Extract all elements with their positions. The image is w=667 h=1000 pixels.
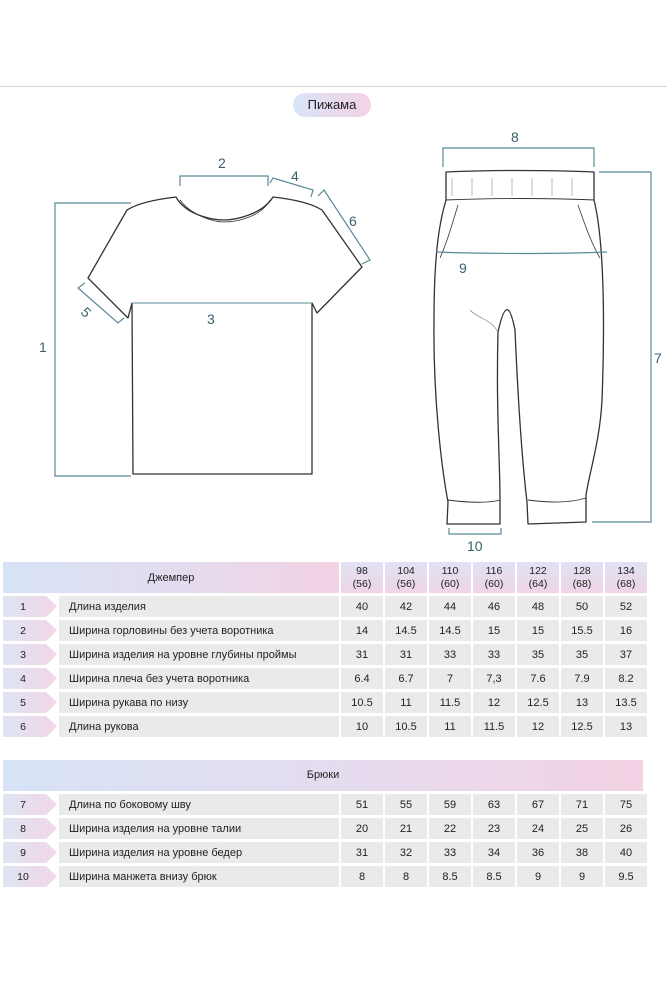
measurement-value: 10.5 <box>341 692 383 713</box>
measurement-value: 16 <box>605 620 647 641</box>
measurement-value: 31 <box>341 644 383 665</box>
measurement-value: 38 <box>561 842 603 863</box>
jumper-header-row <box>3 562 647 593</box>
measurement-value: 35 <box>561 644 603 665</box>
measurement-value: 12 <box>517 716 559 737</box>
measurement-label: Длина по боковому шву <box>59 794 339 815</box>
measurement-value: 9 <box>517 866 559 887</box>
row-number-text: 10 <box>17 870 29 883</box>
measurement-value: 71 <box>561 794 603 815</box>
measurement-value: 8.2 <box>605 668 647 689</box>
jumper-row <box>3 692 647 713</box>
measurement-label: Длина изделия <box>59 596 339 617</box>
measurement-value: 7,3 <box>473 668 515 689</box>
row-number-arrow <box>3 596 57 617</box>
measurement-value: 55 <box>385 794 427 815</box>
measurement-value: 35 <box>517 644 559 665</box>
pants-row <box>3 842 647 863</box>
measurement-value: 26 <box>605 818 647 839</box>
measurement-value: 22 <box>429 818 471 839</box>
size-col-4: 116 (60) <box>473 562 515 593</box>
measurement-value: 7.9 <box>561 668 603 689</box>
measurement-value: 75 <box>605 794 647 815</box>
measurement-value: 15 <box>473 620 515 641</box>
measurement-value: 37 <box>605 644 647 665</box>
measurement-value: 8.5 <box>473 866 515 887</box>
row-number-arrow <box>3 716 57 737</box>
row-number-arrow <box>3 866 57 887</box>
row-number <box>3 620 57 641</box>
size-col-6: 128 (68) <box>561 562 603 593</box>
measurement-value: 46 <box>473 596 515 617</box>
jumper-row <box>3 644 647 665</box>
dim-label-6: 6 <box>349 213 357 229</box>
measurement-value: 8.5 <box>429 866 471 887</box>
measurement-label: Ширина горловины без учета воротника <box>59 620 339 641</box>
measurement-value: 21 <box>385 818 427 839</box>
pants-row <box>3 794 647 815</box>
tshirt-drawing <box>88 197 362 474</box>
size-col-2: 104 (56) <box>385 562 427 593</box>
dim-label-8: 8 <box>511 129 519 145</box>
measurement-value: 12.5 <box>517 692 559 713</box>
measurement-value: 13 <box>605 716 647 737</box>
measurement-value: 10 <box>341 716 383 737</box>
dim-label-7: 7 <box>654 350 662 366</box>
measurement-value: 14 <box>341 620 383 641</box>
measurement-value: 15.5 <box>561 620 603 641</box>
measurement-value: 10.5 <box>385 716 427 737</box>
measurement-value: 6.7 <box>385 668 427 689</box>
measurement-value: 8 <box>341 866 383 887</box>
row-number <box>3 692 57 713</box>
measurement-value: 67 <box>517 794 559 815</box>
measurement-value: 51 <box>341 794 383 815</box>
measurement-value: 11.5 <box>429 692 471 713</box>
measurement-value: 7.6 <box>517 668 559 689</box>
measurement-label: Длина рукова <box>59 716 339 737</box>
row-number <box>3 596 57 617</box>
dim-label-3: 3 <box>207 311 215 327</box>
row-number-arrow <box>3 644 57 665</box>
measurement-value: 31 <box>385 644 427 665</box>
pants-row <box>3 866 647 887</box>
measurement-value: 12 <box>473 692 515 713</box>
dim-label-2: 2 <box>218 155 226 171</box>
measurement-value: 12.5 <box>561 716 603 737</box>
pants-row <box>3 818 647 839</box>
row-number <box>3 866 57 887</box>
measurement-value: 33 <box>429 644 471 665</box>
row-number-text: 5 <box>20 696 26 709</box>
pants-size-table <box>1 791 649 890</box>
measurement-label: Ширина плеча без учета воротника <box>59 668 339 689</box>
measurement-value: 6.4 <box>341 668 383 689</box>
measurement-label: Ширина манжета внизу брюк <box>59 866 339 887</box>
dim-label-5: 5 <box>77 303 95 321</box>
jumper-title: Джемпер <box>3 562 339 593</box>
jumper-size-table <box>1 559 649 740</box>
measurement-value: 7 <box>429 668 471 689</box>
measurement-value: 33 <box>473 644 515 665</box>
measurement-value: 13 <box>561 692 603 713</box>
measurement-value: 13.5 <box>605 692 647 713</box>
row-number-text: 7 <box>20 798 26 811</box>
row-number-text: 6 <box>20 720 26 733</box>
measurement-label: Ширина рукава по низу <box>59 692 339 713</box>
measurement-value: 23 <box>473 818 515 839</box>
row-number-text: 3 <box>20 648 26 661</box>
jumper-row <box>3 668 647 689</box>
row-number-arrow <box>3 794 57 815</box>
measurement-value: 63 <box>473 794 515 815</box>
measurement-value: 44 <box>429 596 471 617</box>
row-number-text: 8 <box>20 822 26 835</box>
measurement-value: 14.5 <box>429 620 471 641</box>
measurement-value: 40 <box>605 842 647 863</box>
measurement-value: 52 <box>605 596 647 617</box>
dim-label-10: 10 <box>467 538 483 554</box>
row-number-arrow <box>3 842 57 863</box>
pants-drawing <box>434 171 604 525</box>
size-col-3: 110 (60) <box>429 562 471 593</box>
measurement-value: 11 <box>429 716 471 737</box>
measurement-value: 50 <box>561 596 603 617</box>
measurement-label: Ширина изделия на уровне глубины проймы <box>59 644 339 665</box>
measurement-value: 20 <box>341 818 383 839</box>
row-number <box>3 668 57 689</box>
measurement-value: 33 <box>429 842 471 863</box>
measurement-value: 11 <box>385 692 427 713</box>
measurement-value: 25 <box>561 818 603 839</box>
measurement-value: 8 <box>385 866 427 887</box>
measurement-value: 48 <box>517 596 559 617</box>
measurement-value: 31 <box>341 842 383 863</box>
measurement-value: 15 <box>517 620 559 641</box>
measurement-value: 24 <box>517 818 559 839</box>
pants-dimensions <box>436 148 651 534</box>
dim-label-9: 9 <box>459 260 467 276</box>
row-number-text: 1 <box>20 600 26 613</box>
size-col-1: 98 (56) <box>341 562 383 593</box>
row-number-text: 9 <box>20 846 26 859</box>
row-number-arrow <box>3 692 57 713</box>
jumper-row <box>3 596 647 617</box>
measurement-value: 59 <box>429 794 471 815</box>
jumper-row <box>3 716 647 737</box>
row-number-arrow <box>3 668 57 689</box>
row-number-arrow <box>3 620 57 641</box>
row-number <box>3 818 57 839</box>
row-number-text: 4 <box>20 672 26 685</box>
measurement-label: Ширина изделия на уровне талии <box>59 818 339 839</box>
dim-label-1: 1 <box>39 339 47 355</box>
measurement-value: 9 <box>561 866 603 887</box>
measurement-value: 34 <box>473 842 515 863</box>
row-number <box>3 716 57 737</box>
measurement-value: 40 <box>341 596 383 617</box>
row-number <box>3 794 57 815</box>
row-number-arrow <box>3 818 57 839</box>
measurement-value: 32 <box>385 842 427 863</box>
jumper-row <box>3 620 647 641</box>
pants-title: Брюки <box>3 760 643 791</box>
measurement-value: 36 <box>517 842 559 863</box>
dim-label-4: 4 <box>291 168 299 184</box>
page-title: Пижама <box>293 93 371 117</box>
row-number <box>3 644 57 665</box>
measurement-value: 9.5 <box>605 866 647 887</box>
measurement-label: Ширина изделия на уровне бедер <box>59 842 339 863</box>
size-col-7: 134 (68) <box>605 562 647 593</box>
measurement-value: 11.5 <box>473 716 515 737</box>
measurement-value: 14.5 <box>385 620 427 641</box>
row-number <box>3 842 57 863</box>
size-col-5: 122 (64) <box>517 562 559 593</box>
measurement-value: 42 <box>385 596 427 617</box>
row-number-text: 2 <box>20 624 26 637</box>
